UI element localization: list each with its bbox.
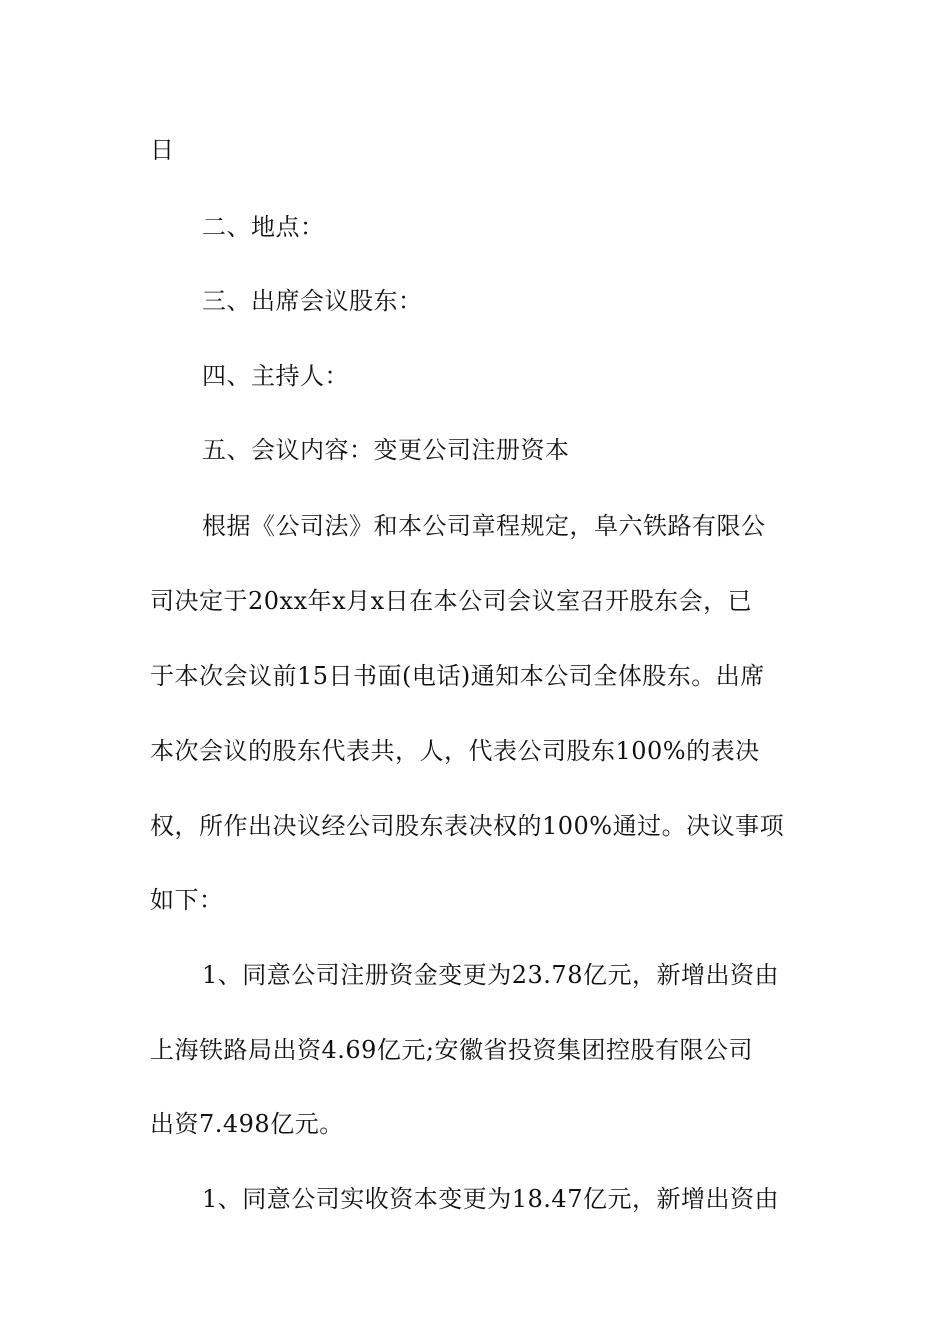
- text-line-paragraph-2: 司决定于20xx年x月x日在本公司会议室召开股东会，已: [150, 587, 753, 615]
- text-line-paragraph-1: 根据《公司法》和本公司章程规定，阜六铁路有限公: [202, 512, 766, 540]
- text-line-meeting-content: 五、会议内容：变更公司注册资本: [202, 436, 570, 464]
- text-line-item-1a: 1、同意公司注册资金变更为23.78亿元，新增出资由: [202, 961, 779, 989]
- text-line-item-2a: 1、同意公司实收资本变更为18.47亿元，新增出资由: [202, 1185, 779, 1213]
- text-line-host: 四、主持人：: [202, 362, 349, 390]
- text-line-paragraph-3: 于本次会议前15日书面(电话)通知本公司全体股东。出席: [150, 662, 765, 690]
- text-line-item-1c: 出资7.498亿元。: [150, 1110, 344, 1138]
- text-line-paragraph-5: 权，所作出决议经公司股东表决权的100%通过。决议事项: [150, 812, 785, 840]
- text-line-item-1b: 上海铁路局出资4.69亿元;安徽省投资集团控股有限公司: [150, 1036, 754, 1064]
- text-line-attendees: 三、出席会议股东：: [202, 287, 423, 315]
- text-line-location: 二、地点：: [202, 213, 325, 241]
- text-line-paragraph-6: 如下：: [150, 886, 224, 914]
- text-line-date-fragment: 日: [150, 136, 175, 164]
- text-line-paragraph-4: 本次会议的股东代表共，人，代表公司股东100%的表决: [150, 737, 760, 765]
